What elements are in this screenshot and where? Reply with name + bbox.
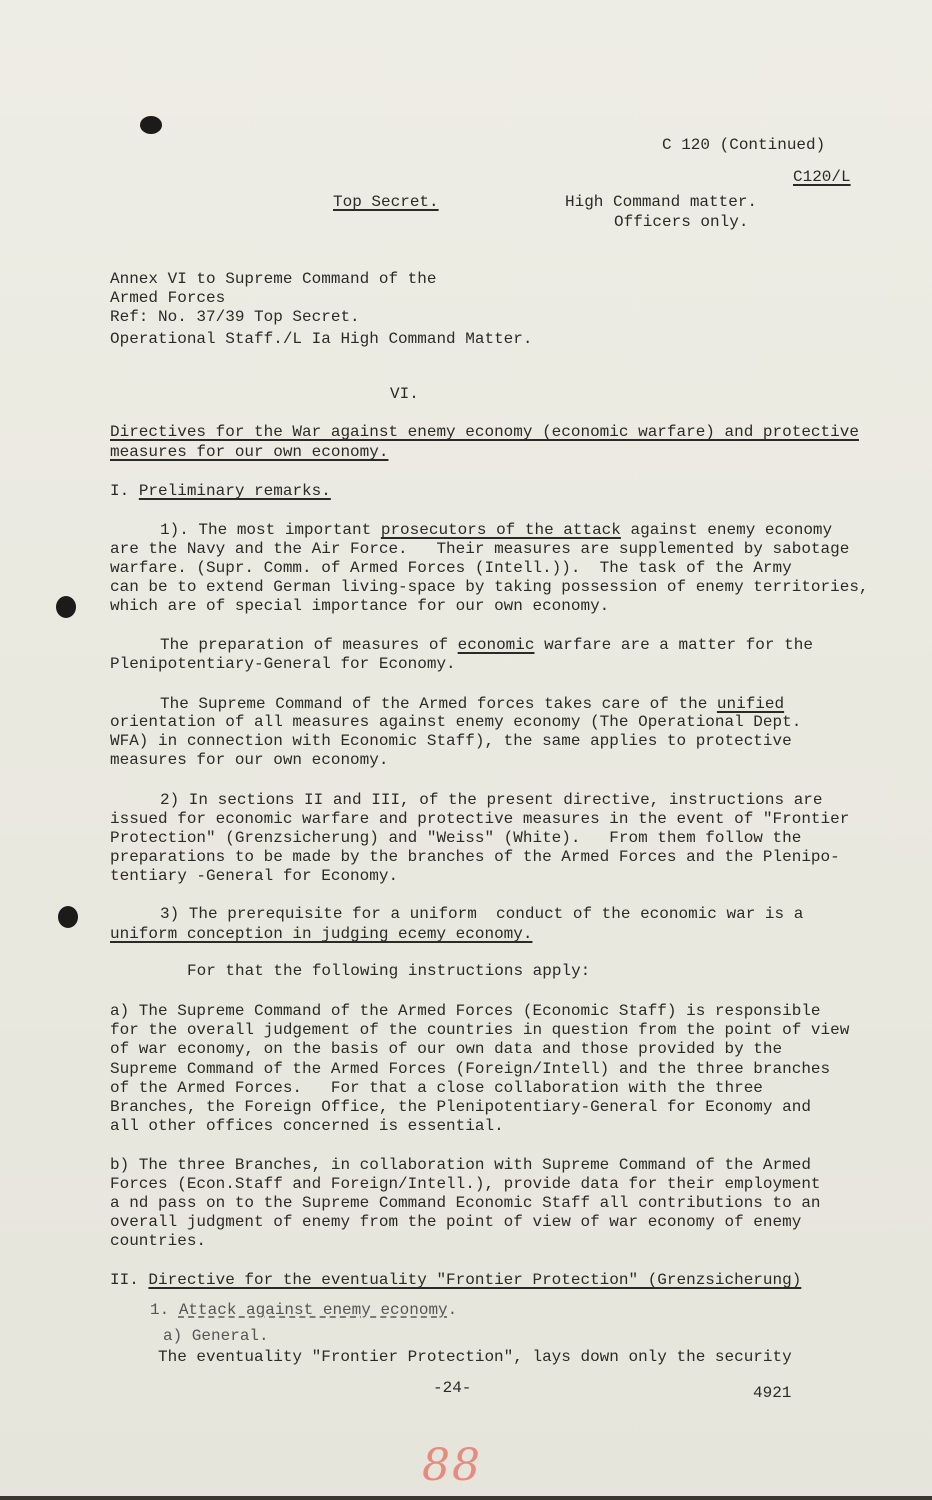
p4-first-line: 2) In sections II and III, of the present directive, instructions are (160, 791, 823, 809)
p1-line: are the Navy and the Air Force. Their measures are supplemented by sabotage (110, 540, 850, 558)
ref-code: C120/L (793, 168, 851, 186)
page-number: -24- (433, 1379, 472, 1397)
p4-line: preparations to be made by the branches of the Armed Forces and the Plenipo- (110, 848, 840, 866)
p5-line: uniform conception in judging ecemy economy. (110, 925, 533, 943)
title-line: measures for our own economy. (110, 443, 389, 461)
p5-first-line: 3) The prerequisite for a uniform conduct of the economic war is a (160, 905, 804, 923)
handwritten-page-number: 88 (422, 1440, 482, 1491)
p2-first-line (160, 635, 813, 655)
classification: Top Secret. (333, 193, 439, 211)
punch-hole (58, 906, 78, 928)
prelim-heading (110, 481, 331, 501)
item-b-line: Forces (Econ.Staff and Foreign/Intell.), provide data for their employment (110, 1175, 821, 1193)
subsection-number: 1. (150, 1301, 179, 1319)
underlined-text: prosecutors of the attack (380, 521, 621, 539)
item-a-line: of the Armed Forces. For that a close collaboration with the three (110, 1079, 763, 1097)
p1-line: can be to extend German living-space by taking possession of enemy territories, (110, 578, 869, 596)
instructions-intro: For that the following instructions apply: (187, 962, 591, 980)
item-b-line: b) The three Branches, in collaboration with Supreme Command of the Armed (110, 1156, 811, 1174)
ref-continued: C 120 (Continued) (662, 136, 826, 154)
p1-line: which are of special importance for our own economy. (110, 597, 610, 615)
punch-mark (140, 116, 162, 134)
p4-line: tentiary -General for Economy. (110, 867, 399, 885)
section-2-label: Directive for the eventuality "Frontier Protection" (Grenzsicherung) (148, 1271, 802, 1289)
item-a-line: all other offices concerned is essential. (110, 1117, 504, 1135)
p2-line: Plenipotentiary-General for Economy. (110, 655, 456, 673)
section-number: VI. (390, 385, 419, 403)
matter-line-2: Officers only. (614, 213, 749, 231)
item-b-line: countries. (110, 1232, 207, 1250)
last-line: The eventuality "Frontier Protection", lays down only the security (158, 1348, 792, 1366)
scan-edge (0, 1496, 932, 1500)
text: warfare are a matter for the (534, 636, 813, 654)
text: 1). The most important (160, 521, 381, 539)
punch-hole (56, 596, 76, 618)
item-a-line: of war economy, on the basis of our own data and those provided by the (110, 1040, 783, 1058)
subsection-label: Attack against enemy economy (178, 1301, 448, 1319)
section-2-number: II. (110, 1271, 149, 1289)
subsection-a-heading: a) General. (163, 1327, 269, 1345)
prelim-label: Preliminary remarks. (138, 482, 331, 500)
text: The preparation of measures of (160, 636, 458, 654)
annex-line: Operational Staff./L Ia High Command Matter. (110, 330, 533, 348)
p3-line: measures for our own economy. (110, 751, 389, 769)
document-number: 4921 (753, 1384, 792, 1402)
p3-first-line (160, 694, 784, 714)
annex-line: Armed Forces (110, 289, 226, 307)
p1-line: warfare. (Supr. Comm. of Armed Forces (Intell.)). The task of the Army (110, 559, 792, 577)
underlined-text: economic (457, 636, 535, 654)
item-a-line: a) The Supreme Command of the Armed Forces (Economic Staff) is responsible (110, 1002, 821, 1020)
p4-line: issued for economic warfare and protective measures in the event of "Frontier (110, 810, 850, 828)
subsection-1-heading (150, 1300, 457, 1320)
item-a-line: Supreme Command of the Armed Forces (Foreign/Intell) and the three branches (110, 1060, 831, 1078)
item-a-line: Branches, the Foreign Office, the Plenipotentiary-General for Economy and (110, 1098, 811, 1116)
item-a-line: for the overall judgement of the countries in question from the point of view (110, 1021, 850, 1039)
section-2-heading (110, 1270, 801, 1290)
annex-line: Ref: No. 37/39 Top Secret. (110, 308, 360, 326)
item-b-line: a nd pass on to the Supreme Command Economic Staff all contributions to an (110, 1194, 821, 1212)
title-line: Directives for the War against enemy economy (economic warfare) and protective (110, 423, 859, 441)
underlined-text: unified (716, 695, 785, 713)
p1-first-line (160, 520, 832, 540)
annex-line: Annex VI to Supreme Command of the (110, 270, 437, 288)
p4-line: Protection" (Grenzsicherung) and "Weiss" (White). From them follow the (110, 829, 802, 847)
item-b-line: overall judgment of enemy from the point of view of war economy of enemy (110, 1213, 802, 1231)
text: . (447, 1301, 458, 1319)
text: The Supreme Command of the Armed forces takes care of the (160, 695, 717, 713)
text: against enemy economy (620, 521, 833, 539)
matter-line-1: High Command matter. (565, 193, 758, 211)
prelim-number: I. (110, 482, 139, 500)
p3-line: WFA) in connection with Economic Staff), the same applies to protective (110, 732, 792, 750)
p3-line: orientation of all measures against enemy economy (The Operational Dept. (110, 713, 802, 731)
